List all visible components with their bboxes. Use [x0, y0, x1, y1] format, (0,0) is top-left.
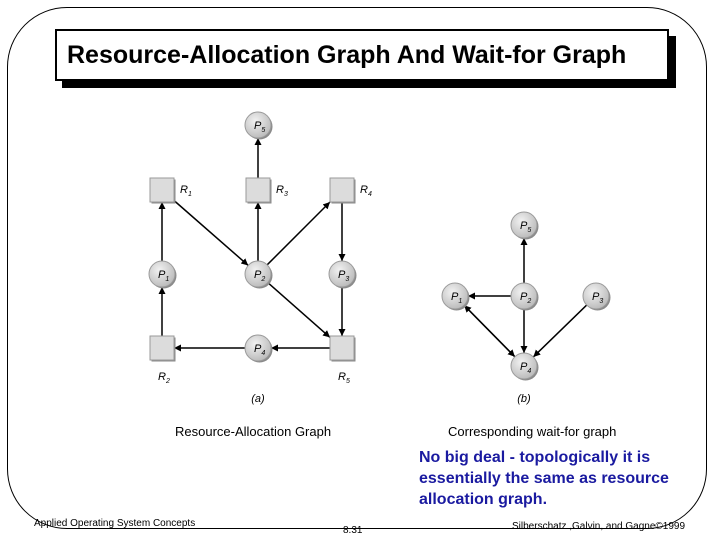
graph-a-resource-label-r4: $R_4$ — [360, 184, 372, 198]
graph-a-process-p1 — [149, 261, 177, 289]
note-text: No big deal - topologically it is essentially the same as resource allocation graph. — [419, 449, 669, 508]
slide-title: Resource-Allocation Graph And Wait-for Graph — [67, 40, 627, 69]
graph-a-process-label-p5: $P_5$ — [254, 120, 266, 134]
graph-b-sublabel: (b) — [517, 393, 531, 405]
graph-b-process-label-p4: $P_4$ — [520, 361, 532, 375]
graph-b-process-p1 — [442, 283, 470, 311]
graph-a-edge-r1-p2 — [174, 201, 248, 266]
footer-course: Applied Operating System Concepts — [34, 518, 196, 529]
graph-a-resource-label-r3: $R_3$ — [276, 184, 288, 198]
graph-b-edge-p3-p4 — [533, 305, 586, 357]
graph-a-process-p5 — [245, 112, 273, 140]
graph-b-process-p5 — [511, 212, 539, 240]
graph-b-edge-p1-p4 — [464, 305, 515, 356]
footer-page-number: 8.31 — [343, 525, 363, 536]
graph-a-edge-p2-r4 — [267, 202, 330, 265]
graph-a-process-p3 — [329, 261, 357, 289]
nodes-layer — [149, 112, 611, 405]
graph-a-process-label-p1: $P_1$ — [158, 269, 170, 283]
graph-a-process-label-p4: $P_4$ — [254, 343, 266, 357]
graph-b-process-label-p1: $P_1$ — [451, 291, 463, 305]
graph-a-process-p4 — [245, 335, 273, 363]
edges-layer — [162, 138, 587, 357]
graph-a-process-p2 — [245, 261, 273, 289]
graph-a-resource-r1 — [150, 178, 192, 204]
graph-b-process-p3 — [583, 283, 611, 311]
graph-a-resource-label-r1: $R_1$ — [180, 184, 192, 198]
graph-a-sublabel: (a) — [251, 393, 265, 405]
graph-a-process-label-p2: $P_2$ — [254, 269, 266, 283]
graph-b-process-label-p3: $P_3$ — [592, 291, 604, 305]
footer-authors: Silberschatz ,Galvin, and Gagne©1999 — [512, 521, 686, 532]
graph-a-process-label-p3: $P_3$ — [338, 269, 350, 283]
graph-b-process-label-p2: $P_2$ — [520, 291, 532, 305]
graph-b-process-label-p5: $P_5$ — [520, 220, 532, 234]
caption-wait-for: Corresponding wait-for graph — [448, 424, 617, 439]
graph-a-resource-r4 — [330, 178, 372, 204]
graph-a-resource-label-r2: $R_2$ — [158, 371, 170, 385]
graph-a-resource-r2 — [150, 336, 176, 385]
graph-a-edge-p2-r5 — [268, 283, 330, 338]
caption-resource-allocation: Resource-Allocation Graph — [175, 424, 332, 439]
graph-b-process-p2 — [511, 283, 539, 311]
graph-a-resource-r5 — [330, 336, 356, 385]
graph-a-resource-r3 — [246, 178, 288, 204]
graph-b-process-p4 — [511, 353, 539, 381]
graph-a-resource-label-r5: $R_5$ — [338, 371, 350, 385]
